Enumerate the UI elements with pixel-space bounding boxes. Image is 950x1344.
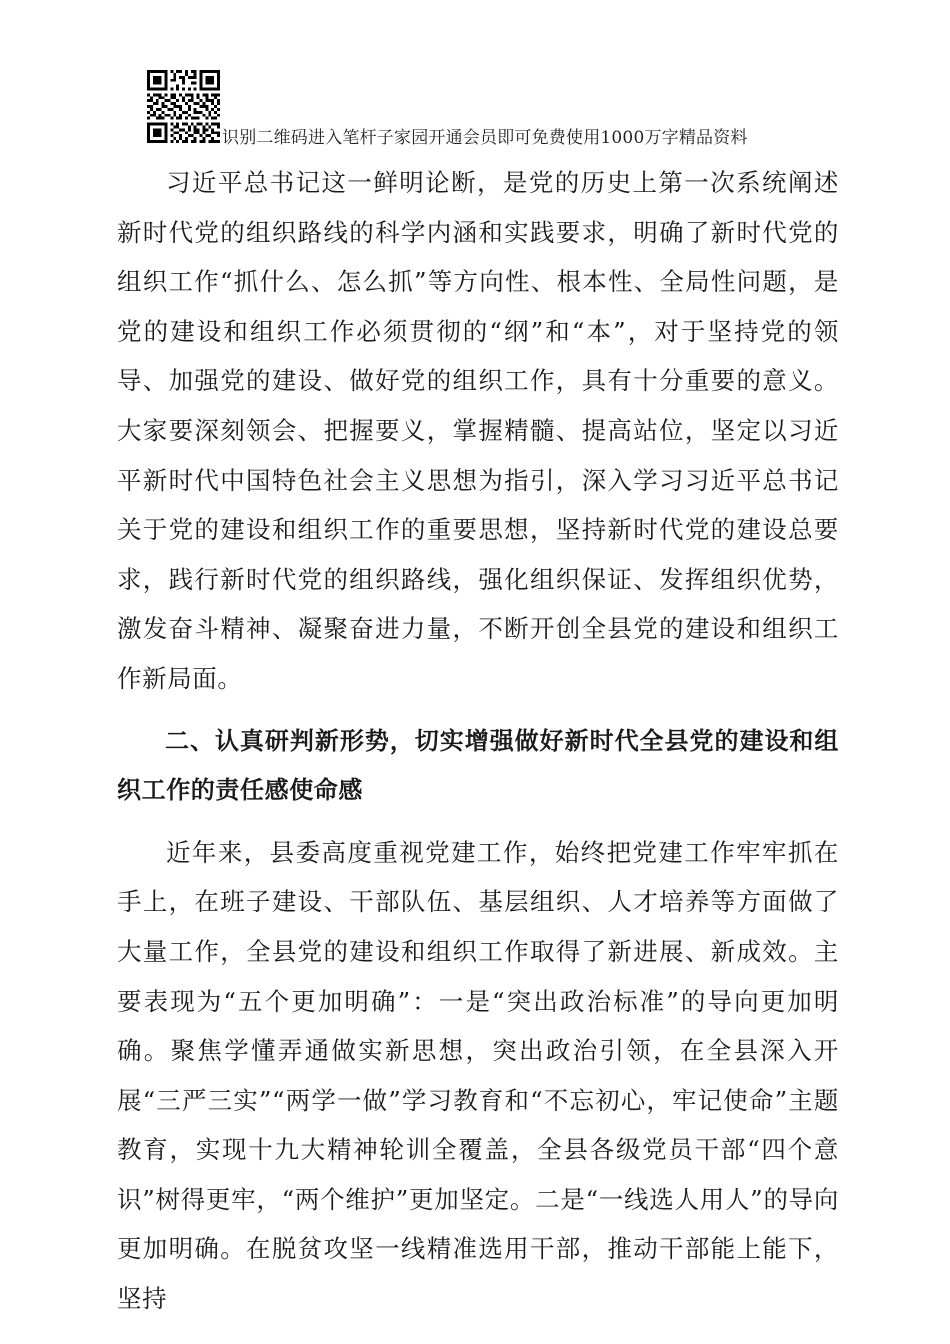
qr-code — [147, 70, 220, 143]
section-heading: 二、认真研判新形势，切实增强做好新时代全县党的建设和组织工作的责任感使命感 — [117, 726, 839, 805]
paragraph-2: 近年来，县委高度重视党建工作，始终把党建工作牢牢抓在手上，在班子建设、干部队伍、基层组织、人才培养等方面做了大量工作，全县党的建设和组织工作取得了新进展、新成效。主要表现为“五个更加明确”：一是“突出政治标准”的导向更加明确。聚焦学懂弄通做实新思想，突出政治引领，在全县深入开展“三严三实”“两学一做”学习教育和“不忘初心，牢记使命”主题教育，实现十九大精神轮训全覆盖，全县各级党员干部“四个意识”树得更牢，“两个维护”更加坚定。二是“一线选人用人”的导向更加明确。在脱贫攻坚一线精准选用干部，推动干部能上能下，坚持 — [117, 837, 839, 1314]
qr-code-image — [147, 70, 220, 143]
qr-caption: 识别二维码进入笔杆子家园开通会员即可免费使用1000万字精品资料 — [222, 128, 748, 148]
document-body — [117, 158, 839, 1324]
paragraph-1: 习近平总书记这一鲜明论断，是党的历史上第一次系统阐述新时代党的组织路线的科学内涵和实践要求，明确了新时代党的组织工作“抓什么、怎么抓”等方向性、根本性、全局性问题，是党的建设和组织工作必须贯彻的“纲”和“本”，对于坚持党的领导、加强党的建设、做好党的组织工作，具有十分重要的意义。大家要深刻领会、把握要义，掌握精髓、提高站位，坚定以习近平新时代中国特色社会主义思想为指引，深入学习习近平总书记关于党的建设和组织工作的重要思想，坚持新时代党的建设总要求，践行新时代党的组织路线，强化组织保证、发挥组织优势，激发奋斗精神、凝聚奋进力量，不断开创全县党的建设和组织工作新局面。 — [117, 168, 839, 693]
